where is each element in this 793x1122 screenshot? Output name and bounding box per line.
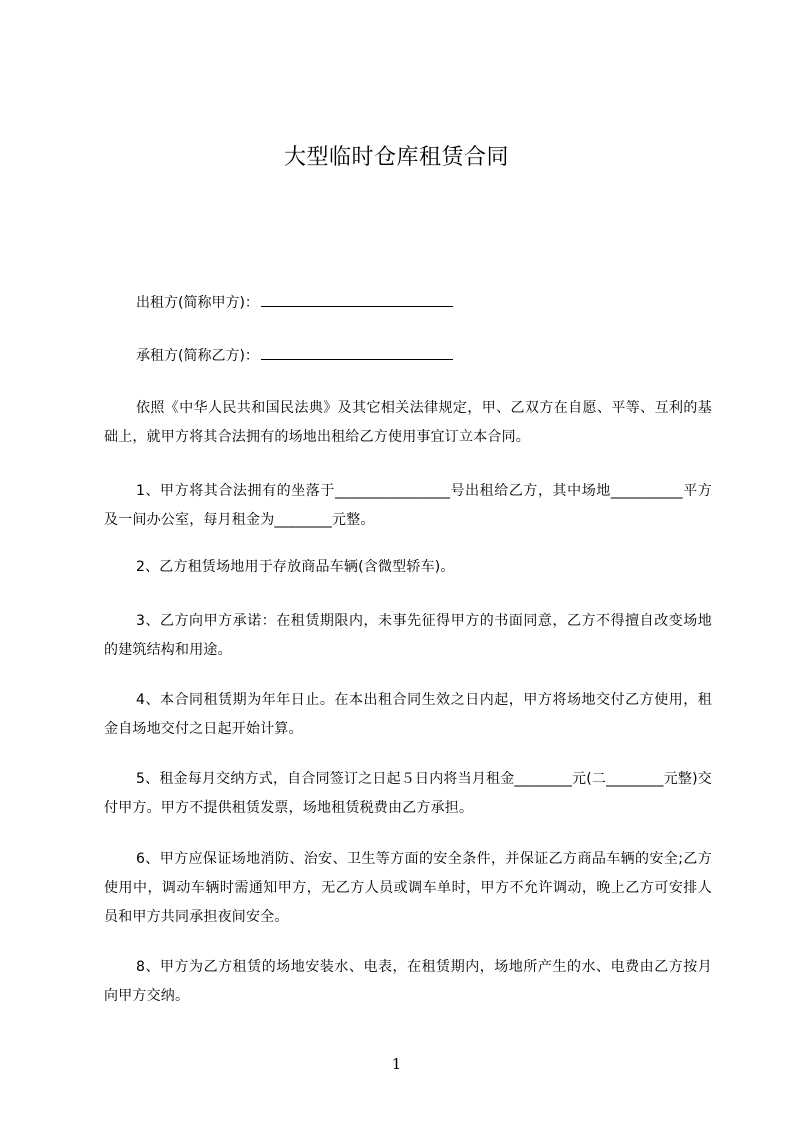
clause-4-paragraph: 4、本合同租赁期为年年日止。在本出租合同生效之日内起，甲方将场地交付乙方使用，租金自场地交付之日起开始计算。 [104,692,712,737]
clause-6-paragraph: 6、甲方应保证场地消防、治安、卫生等方面的安全条件，并保证乙方商品车辆的安全;乙方使用中，调动车辆时需通知甲方，无乙方人员或调车单时，甲方不允许调动，晚上乙方可安排人员和甲方共同承担夜间安全。 [104,851,712,925]
clause-5-paragraph: 5、租金每月交纳方式，自合同签订之日起５日内将当月租金________元(二________元整)交付甲方。甲方不提供租赁发票，场地租赁税费由乙方承担。 [104,771,712,816]
clause-3-paragraph: 3、乙方向甲方承诺：在租赁期限内，未事先征得甲方的书面同意，乙方不得擅自改变场地的建筑结构和用途。 [104,613,712,658]
lessor-line [136,292,453,313]
clause-2-paragraph: 2、乙方租赁场地用于存放商品车辆(含微型轿车)。 [136,559,455,575]
clause-8-paragraph: 8、甲方为乙方租赁的场地安装水、电表，在租赁期内，场地所产生的水、电费由乙方按月向甲方交纳。 [104,959,712,1004]
page-number: 1 [391,1055,402,1073]
lessee-blank [261,345,453,360]
lessor-label: 出租方(简称甲方)： [136,295,259,311]
clause-1-paragraph: 1、甲方将其合法拥有的坐落于________________号出租给乙方，其中场地__________平方及一间办公室，每月租金为________元整。 [104,483,712,528]
preamble-paragraph: 依照《中华人民共和国民法典》及其它相关法律规定，甲、乙双方在自愿、平等、互利的基础上，就甲方将其合法拥有的场地出租给乙方使用事宜订立本合同。 [104,400,712,445]
lessor-blank [261,292,453,307]
lessee-line [136,345,453,366]
lessee-label: 承租方(简称乙方)： [136,348,259,364]
document-title: 大型临时仓库租赁合同 [283,145,509,170]
